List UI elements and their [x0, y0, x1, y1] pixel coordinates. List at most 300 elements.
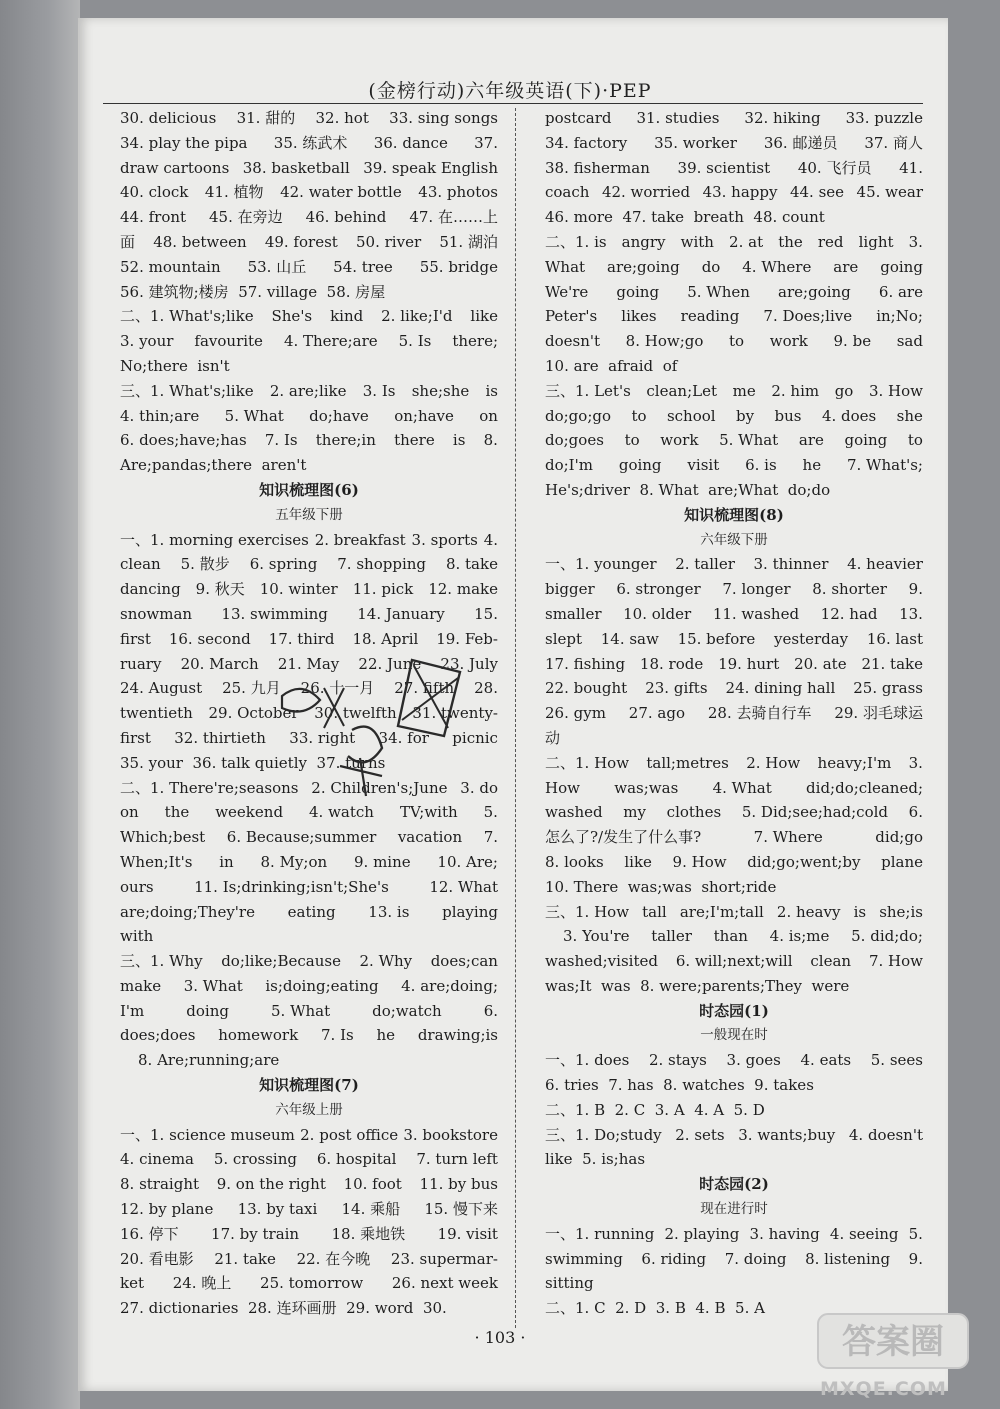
- answer-token: work: [660, 431, 699, 450]
- answer-line: [120, 354, 498, 379]
- answer-line: [545, 1147, 923, 1172]
- answer-token: 40. clock: [120, 183, 189, 202]
- answer-token: bus: [774, 406, 802, 425]
- answer-token: 48. count: [753, 208, 835, 227]
- answer-line: [545, 924, 923, 949]
- answer-token: 6. are: [878, 282, 923, 301]
- answer-token: 2. him: [771, 381, 820, 400]
- answer-token: 49. forest: [264, 232, 338, 251]
- answer-token: 6.: [908, 803, 923, 822]
- answer-token: 31. twenty-: [412, 704, 498, 723]
- page-header: (金榜行动)六年级英语(下)·PEP: [368, 80, 652, 102]
- answer-line: [545, 701, 923, 726]
- answer-token: 26. 十一月: [300, 679, 375, 698]
- answer-line: [120, 999, 498, 1024]
- answer-token: does;does: [120, 1026, 196, 1045]
- answer-token: 2. How: [746, 753, 801, 772]
- answer-token: 2. C: [614, 1100, 655, 1119]
- svg-text:答案圈: 答案圈: [842, 1322, 944, 1362]
- section-subtitle: 六年级上册: [275, 1101, 343, 1118]
- answer-token: he: [802, 456, 822, 475]
- answer-token: are;I'm;tall: [679, 902, 764, 921]
- answer-token: 动: [545, 728, 570, 747]
- answer-token: 27. fifth: [394, 679, 455, 698]
- answer-token: homework: [218, 1026, 299, 1045]
- answer-line: [120, 875, 498, 900]
- section-subtitle: 五年级下册: [275, 506, 343, 523]
- answer-token: 38. basketball: [242, 158, 350, 177]
- answer-token: 二、1. What's;like: [120, 307, 254, 326]
- answer-token: 8. watches: [663, 1076, 755, 1095]
- answer-token: my: [623, 803, 646, 822]
- answer-line: [545, 850, 923, 875]
- answer-token: 三、1. Let's: [545, 381, 631, 400]
- answer-token: 4. doesn't: [848, 1125, 923, 1144]
- answer-token: do;go;go: [545, 406, 612, 425]
- answer-token: 10. are: [545, 356, 609, 375]
- answer-token: 3. do: [460, 778, 498, 797]
- answer-token: 39. speak English: [363, 158, 498, 177]
- answer-token: 8.: [483, 431, 498, 450]
- answer-token: with: [680, 232, 714, 251]
- answer-token: snowman: [120, 604, 193, 623]
- answer-token: 42. worried: [601, 183, 691, 202]
- answer-token: 25. tomorrow: [260, 1274, 364, 1293]
- answer-token: kind: [330, 307, 364, 326]
- answer-line: [120, 1222, 498, 1247]
- answer-token: 8. How;go: [625, 332, 704, 351]
- answer-token: doing: [186, 1001, 229, 1020]
- answer-token: She's: [271, 307, 313, 326]
- answer-token: was;was: [614, 778, 679, 797]
- answer-token: No;there: [120, 356, 198, 375]
- answer-token: 7. Is: [264, 431, 298, 450]
- answer-token: 一、1. younger: [545, 555, 657, 574]
- answer-line: [120, 577, 498, 602]
- answer-token: TV;with: [399, 803, 458, 822]
- answer-token: 8. listening: [805, 1249, 891, 1268]
- answer-token: Which;best: [120, 828, 206, 847]
- answer-line: [545, 1222, 923, 1247]
- answer-token: she: [896, 406, 923, 425]
- answer-token: do: [701, 257, 721, 276]
- answer-token: 2. D: [615, 1299, 656, 1318]
- answer-token: 9. 秋天: [195, 580, 245, 599]
- answer-token: 6. riding: [641, 1249, 707, 1268]
- answer-token: did;go;went;by: [747, 852, 861, 871]
- answer-token: 3. having: [749, 1224, 820, 1243]
- answer-line: [545, 180, 923, 205]
- answer-token: 5. A: [735, 1299, 775, 1318]
- answer-line: [545, 800, 923, 825]
- answer-token: 4. Where: [742, 257, 812, 276]
- answer-line: [545, 1073, 923, 1098]
- answer-token: was;was: [627, 877, 702, 896]
- answer-token: 39. scientist: [677, 158, 771, 177]
- answer-token: 15. before: [677, 629, 756, 648]
- answer-token: 5. crossing: [213, 1150, 297, 1169]
- answer-token: 3. What: [183, 976, 243, 995]
- answer-token: 10. winter: [259, 580, 338, 599]
- answer-token: 8. were;parents;They: [640, 976, 812, 995]
- answer-line: [120, 602, 498, 627]
- answer-token: 38. fisherman: [545, 158, 650, 177]
- answer-token: 4. What: [712, 778, 772, 797]
- answer-token: 4. watch: [309, 803, 374, 822]
- answer-token: 28.: [474, 679, 498, 698]
- answer-line: [120, 230, 498, 255]
- answer-token: 27. dictionaries: [120, 1299, 248, 1318]
- answer-token: 12. What: [429, 877, 498, 896]
- answer-token: with: [120, 927, 163, 946]
- answer-token: 7.: [483, 828, 498, 847]
- answer-token: 7. Where: [753, 828, 823, 847]
- answer-token: eating: [287, 902, 336, 921]
- answer-token: 26. gym: [545, 704, 606, 723]
- answer-token: 5. What: [270, 1001, 331, 1020]
- answer-token: 5. When: [687, 282, 750, 301]
- answer-line: [545, 900, 923, 925]
- answer-token: are;What: [708, 480, 788, 499]
- answer-token: 9. takes: [754, 1076, 824, 1095]
- answer-token: 二、1. How: [545, 753, 630, 772]
- answer-token: was: [601, 976, 641, 995]
- answer-token: 二、1. is: [545, 232, 607, 251]
- answer-token: 一、1. running: [545, 1224, 655, 1243]
- answer-token: 32. thirtieth: [174, 728, 266, 747]
- answer-line: [545, 602, 923, 627]
- answer-line: [545, 652, 923, 677]
- answer-token: on: [120, 803, 139, 822]
- answer-line: [545, 428, 923, 453]
- answer-token: 15.: [474, 604, 498, 623]
- answer-token: 29. October: [208, 704, 299, 723]
- answer-token: What: [545, 257, 586, 276]
- answer-token: 9. be: [833, 332, 872, 351]
- answer-token: 7. has: [608, 1076, 664, 1095]
- answer-token: 45. 在旁边: [209, 208, 283, 227]
- answer-line: [545, 776, 923, 801]
- answer-token: 10. Are;: [437, 852, 498, 871]
- answer-line: [120, 924, 498, 949]
- answer-token: are: [798, 431, 824, 450]
- answer-token: 20. ate: [794, 654, 847, 673]
- answer-line: [120, 329, 498, 354]
- answer-token: 48. between: [153, 232, 247, 251]
- answer-token: 8. looks: [545, 852, 604, 871]
- answer-token: 7. How: [868, 952, 923, 971]
- answer-token: do;goes: [545, 431, 604, 450]
- answer-token: go: [834, 381, 854, 400]
- answer-token: 8. Are;running;are: [138, 1051, 289, 1070]
- answer-token: 4. does: [821, 406, 877, 425]
- answer-line: [120, 255, 498, 280]
- answer-token: 14. 乘船: [341, 1200, 401, 1219]
- answer-token: 51. 湖泊: [439, 232, 498, 251]
- answer-token: are;going: [778, 282, 851, 301]
- answer-token: Peter's: [545, 307, 598, 326]
- answer-token: to: [631, 406, 647, 425]
- answer-line: [545, 478, 923, 503]
- answer-token: is;doing;eating: [265, 976, 379, 995]
- answer-token: 3. goes: [726, 1051, 781, 1070]
- answer-token: 4. seeing: [829, 1224, 899, 1243]
- answer-token: work: [769, 332, 808, 351]
- answer-token: 16. 停下: [120, 1224, 179, 1243]
- answer-token: do;do: [787, 480, 840, 499]
- answer-line: [120, 156, 498, 181]
- answer-token: 36. talk quietly: [192, 753, 317, 772]
- answer-token: 43. happy: [702, 183, 778, 202]
- answer-token: 58. 房屋: [326, 282, 395, 301]
- answer-token: 6. tries: [545, 1076, 609, 1095]
- answer-token: 5. What: [719, 431, 779, 450]
- answer-token: 31. studies: [636, 109, 720, 127]
- answer-token: 37.: [474, 133, 498, 152]
- answer-token: did;do;cleaned;: [806, 778, 923, 797]
- answer-token: 26. next week: [391, 1274, 498, 1293]
- answer-token: 7. What's;: [846, 456, 923, 475]
- answer-token: 5. 散步: [180, 555, 230, 574]
- answer-token: washed;visited: [545, 952, 658, 971]
- answer-token: favourite: [194, 332, 263, 351]
- answer-line: [120, 1247, 498, 1272]
- answer-token: 35. worker: [654, 133, 737, 152]
- answer-token: like: [624, 852, 652, 871]
- answer-token: 13.: [899, 604, 923, 623]
- answer-token: like: [470, 307, 498, 326]
- answer-token: 22. June: [358, 654, 422, 673]
- answer-token: was;It: [545, 976, 602, 995]
- answer-token: 24. dining hall: [725, 679, 836, 698]
- answer-line: [120, 1197, 498, 1222]
- answer-token: swimming: [545, 1249, 623, 1268]
- answer-token: 41. 植物: [204, 183, 264, 202]
- answer-line: [120, 131, 498, 156]
- answer-token: 23. July: [440, 654, 498, 673]
- answer-line: [120, 825, 498, 850]
- section-title: 时态园(1): [699, 1001, 769, 1020]
- answer-token: 2. like;I'd: [381, 307, 453, 326]
- answer-token: 6. spring: [249, 555, 318, 574]
- answer-token: 37. 商人: [864, 133, 923, 152]
- answer-token: were: [811, 976, 859, 995]
- answer-token: he: [376, 1026, 396, 1045]
- answer-token: doesn't: [545, 332, 601, 351]
- answer-token: 34. play the pipa: [120, 133, 248, 152]
- answer-token: dancing: [120, 580, 181, 599]
- answer-line: [120, 1123, 498, 1148]
- answer-token: slept: [545, 629, 583, 648]
- answer-token: 55. bridge: [419, 257, 498, 276]
- answer-token: 5. Is: [398, 332, 432, 351]
- answer-token: 9.: [908, 580, 923, 599]
- answer-token: 9.: [908, 1249, 923, 1268]
- answer-line: [120, 1271, 498, 1296]
- answer-token: clothes: [666, 803, 722, 822]
- answer-token: 2. at: [729, 232, 764, 251]
- answer-token: isn't: [197, 356, 240, 375]
- answer-token: 二、1. C: [545, 1299, 616, 1318]
- answer-token: 3. A: [654, 1100, 695, 1119]
- answer-token: 2. Why: [359, 952, 413, 971]
- answer-line: [120, 428, 498, 453]
- answer-token: there;in: [315, 431, 376, 450]
- answer-token: washed: [545, 803, 603, 822]
- answer-token: 12. make: [428, 580, 498, 599]
- answer-token: 9. on the right: [216, 1175, 326, 1194]
- answer-token: 2. stays: [648, 1051, 707, 1070]
- answer-token: 8. straight: [120, 1175, 200, 1194]
- answer-token: 36. dance: [373, 133, 448, 152]
- answer-line: [545, 949, 923, 974]
- answer-token: 21. take: [214, 1249, 276, 1268]
- answer-token: 14. saw: [600, 629, 659, 648]
- answer-token: How: [545, 778, 580, 797]
- section-subtitle: 现在进行时: [700, 1201, 768, 1218]
- answer-token: 二、1. B: [545, 1100, 615, 1119]
- answer-token: 2. taller: [675, 555, 735, 574]
- answer-token: short;ride: [701, 877, 786, 896]
- answer-token: 4. eats: [800, 1051, 852, 1070]
- answer-token: 一、1. does: [545, 1051, 630, 1070]
- answer-token: 45. wear: [856, 183, 923, 202]
- answer-token: ket: [120, 1274, 144, 1293]
- answer-token: 30. delicious: [120, 109, 217, 127]
- answer-token: visit: [687, 456, 720, 475]
- answer-token: me: [732, 381, 756, 400]
- answer-line: [545, 404, 923, 429]
- answer-token: 40. 飞行员: [797, 158, 872, 177]
- answer-line: [545, 1048, 923, 1073]
- answer-line: [120, 453, 498, 478]
- answer-token: 5.: [908, 1224, 923, 1243]
- answer-token: plane: [881, 852, 923, 871]
- answer-token: 47. 在……上: [409, 208, 498, 227]
- answer-token: 2. sets: [675, 1125, 725, 1144]
- answer-token: 35. your: [120, 753, 193, 772]
- page-number: · 103 ·: [474, 1328, 526, 1347]
- answer-token: 18. April: [352, 629, 419, 648]
- answer-token: by: [736, 406, 755, 425]
- answer-token: 6. will;next;will: [675, 952, 793, 971]
- answer-token: 16. last: [866, 629, 923, 648]
- section-title: 时态园(2): [699, 1175, 769, 1194]
- answer-token: angry: [621, 232, 666, 251]
- answer-token: 19. hurt: [718, 654, 780, 673]
- answer-token: 54. tree: [333, 257, 393, 276]
- answer-token: 4. heavier: [847, 555, 923, 574]
- answer-token: 3. wants;buy: [738, 1125, 836, 1144]
- answer-token: is: [452, 431, 466, 450]
- answer-token: reading: [680, 307, 740, 326]
- answer-line: [545, 379, 923, 404]
- answer-token: picnic: [452, 728, 498, 747]
- answer-token: do;have: [309, 406, 369, 425]
- answer-token: 6. hospital: [316, 1150, 397, 1169]
- answer-token: do;watch: [372, 1001, 442, 1020]
- answer-token: 57. village: [238, 282, 327, 301]
- answer-token: she;is: [879, 902, 923, 921]
- answer-line: [120, 1048, 498, 1073]
- answer-token: 44. front: [120, 208, 187, 227]
- answer-line: [545, 304, 923, 329]
- answer-token: Are;pandas;there: [120, 456, 262, 475]
- answer-line: [120, 404, 498, 429]
- answer-token: aren't: [261, 456, 316, 475]
- section-subtitle: 六年级下册: [700, 531, 768, 548]
- answer-token: 46. behind: [305, 208, 387, 227]
- answer-token: clean: [810, 952, 852, 971]
- answer-line: [120, 180, 498, 205]
- answer-token: 10. foot: [343, 1175, 402, 1194]
- answer-token: 6.: [483, 1001, 498, 1020]
- answer-token: 5. is;has: [582, 1150, 655, 1169]
- answer-token: 25. grass: [853, 679, 923, 698]
- answer-line: [120, 1147, 498, 1172]
- answer-token: 三、1. How: [545, 902, 630, 921]
- answer-token: 5.: [483, 803, 498, 822]
- answer-token: in;No;: [876, 307, 923, 326]
- answer-token: 28. 去骑自行车: [707, 704, 812, 723]
- section-title: 知识梳理图(8): [684, 505, 784, 524]
- answer-token: afraid: [608, 356, 663, 375]
- answer-token: 7. doing: [724, 1249, 787, 1268]
- answer-line: [545, 751, 923, 776]
- answer-token: 13. is: [368, 902, 410, 921]
- answer-line: [545, 1123, 923, 1148]
- answer-token: 17. fishing: [545, 654, 626, 673]
- answer-token: playing: [442, 902, 498, 921]
- answer-token: 53. 山丘: [247, 257, 307, 276]
- answer-token: 3. your: [120, 332, 174, 351]
- answer-token: 24. 晚上: [172, 1274, 232, 1293]
- answer-token: 47. take: [622, 208, 694, 227]
- answer-token: ruary: [120, 654, 162, 673]
- answer-token: 37. turns: [316, 753, 395, 772]
- answer-token: 3. Is: [362, 381, 396, 400]
- answer-token: twentieth: [120, 704, 193, 723]
- answer-token: We're: [545, 282, 589, 301]
- answer-line: [120, 304, 498, 329]
- answer-token: 3. sports: [411, 530, 478, 549]
- section-title: 知识梳理图(7): [259, 1076, 359, 1095]
- answer-token: 33. right: [289, 728, 356, 747]
- answer-line: [545, 230, 923, 255]
- answer-line: [545, 453, 923, 478]
- answer-token: 33. sing songs: [389, 109, 498, 127]
- answer-token: there;: [452, 332, 498, 351]
- answer-token: 怎么了?/发生了什么事?: [545, 828, 702, 847]
- answer-token: 29. 羽毛球运: [834, 704, 923, 723]
- answer-line: [545, 627, 923, 652]
- answer-line: [545, 156, 923, 181]
- answer-token: 32. hot: [315, 109, 369, 127]
- answer-token: 34. for: [378, 728, 429, 747]
- answer-token: 8. shorter: [812, 580, 887, 599]
- answer-token: 4. A: [694, 1100, 734, 1119]
- answer-token: in: [219, 852, 234, 871]
- answer-token: smaller: [545, 604, 602, 623]
- answer-token: I'm: [120, 1001, 145, 1020]
- answer-token: coach: [545, 183, 590, 202]
- answer-token: 12. by plane: [120, 1200, 214, 1219]
- answer-token: 三、1. Why: [120, 952, 203, 971]
- answer-token: 22. bought: [545, 679, 628, 698]
- answer-token: 13. swimming: [221, 604, 328, 623]
- answer-token: 17. by train: [211, 1224, 300, 1243]
- answer-token: is: [485, 381, 498, 400]
